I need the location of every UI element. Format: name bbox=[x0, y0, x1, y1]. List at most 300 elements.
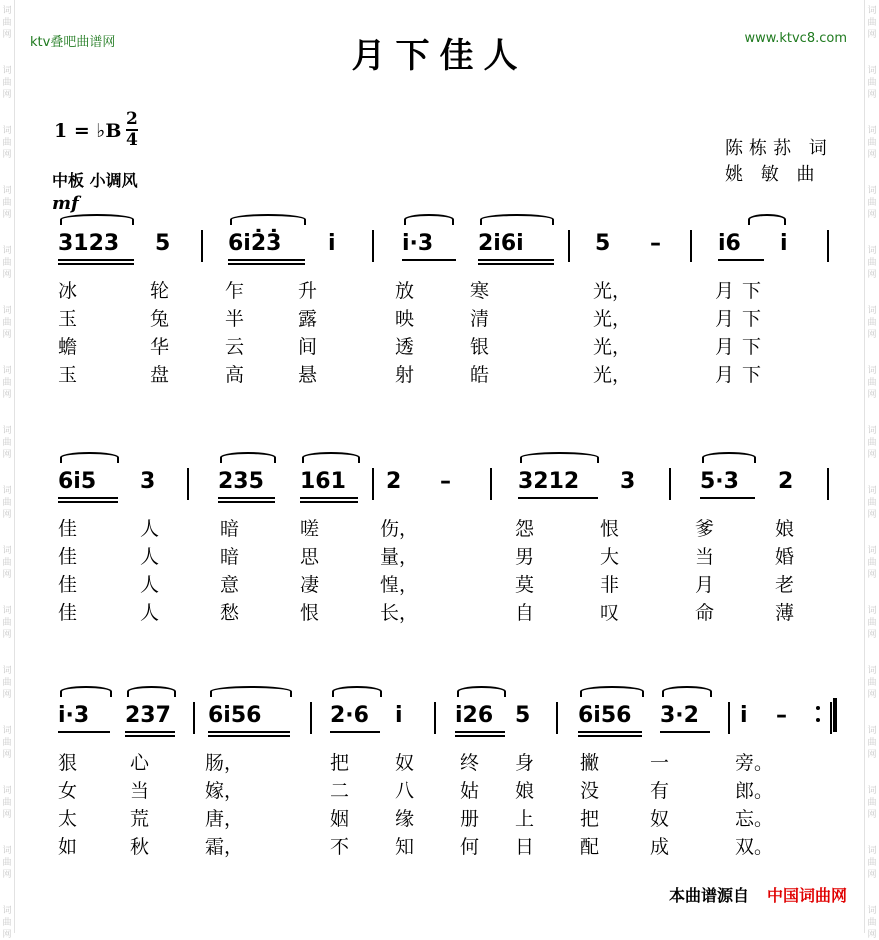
lyric-char: 把 bbox=[580, 808, 600, 830]
lyric-char: 婚 bbox=[775, 546, 795, 568]
watermark-char: 曲 bbox=[867, 438, 877, 448]
watermark-char: 曲 bbox=[2, 498, 12, 508]
lyric-char: 忘。 bbox=[735, 808, 774, 830]
lyric-char: 霜， bbox=[205, 836, 244, 858]
note-group: i26 bbox=[455, 703, 494, 728]
watermark-char: 曲 bbox=[2, 558, 12, 568]
watermark-char: 词 bbox=[2, 426, 12, 436]
bar-line bbox=[187, 468, 189, 500]
bar-line bbox=[830, 702, 832, 734]
lyric-char: 光， bbox=[593, 336, 632, 358]
lyric-char: 意 bbox=[220, 574, 240, 596]
final-bar-thick bbox=[833, 698, 837, 732]
lyric-char: 命 bbox=[695, 602, 715, 624]
watermark-char: 曲 bbox=[2, 798, 12, 808]
slur-mark bbox=[748, 214, 786, 225]
watermark-char: 曲 bbox=[2, 138, 12, 148]
watermark-char: 曲 bbox=[2, 678, 12, 688]
watermark-char: 词 bbox=[867, 186, 877, 196]
note-group: 5·3 bbox=[700, 469, 739, 494]
watermark-char: 网 bbox=[867, 210, 877, 220]
note-group: 3 bbox=[140, 469, 156, 494]
slur-mark bbox=[220, 452, 276, 463]
watermark-char: 网 bbox=[2, 750, 12, 760]
lyric-char: 女 bbox=[58, 780, 78, 802]
lyric-char: 人 bbox=[140, 574, 160, 596]
watermark-char: 词 bbox=[867, 606, 877, 616]
bar-line bbox=[827, 230, 829, 262]
lyric-char: 佳 bbox=[58, 574, 78, 596]
watermark-char: 词 bbox=[867, 726, 877, 736]
lyric-char: 兔 bbox=[150, 308, 170, 330]
watermark-char: 词 bbox=[867, 426, 877, 436]
lyric-char: 薄 bbox=[775, 602, 795, 624]
watermark-char: 网 bbox=[2, 450, 12, 460]
lyric-char: 光， bbox=[593, 280, 632, 302]
lyric-char: 秋 bbox=[130, 836, 150, 858]
watermark-char: 曲 bbox=[867, 858, 877, 868]
beam-line bbox=[330, 731, 380, 733]
beam-line bbox=[58, 497, 118, 499]
watermark-char: 曲 bbox=[867, 918, 877, 928]
watermark-char: 网 bbox=[867, 630, 877, 640]
slur-mark bbox=[480, 214, 554, 225]
beam-line bbox=[58, 501, 118, 503]
lyric-char: 太 bbox=[58, 808, 78, 830]
lyric-char: 月 bbox=[715, 308, 735, 330]
lyric-char: 当 bbox=[695, 546, 715, 568]
lyric-char: 长， bbox=[380, 602, 419, 624]
slur-mark bbox=[127, 686, 176, 697]
note-group: 6i56 bbox=[208, 703, 262, 728]
lyric-char: 月 bbox=[695, 574, 715, 596]
lyric-char: 光， bbox=[593, 364, 632, 386]
watermark-char: 网 bbox=[2, 390, 12, 400]
note-group: – bbox=[650, 231, 661, 256]
lyric-char: 撇 bbox=[580, 752, 600, 774]
watermark-char: 词 bbox=[867, 486, 877, 496]
watermark-char: 词 bbox=[2, 306, 12, 316]
lyric-char: 知 bbox=[395, 836, 415, 858]
watermark-char: 网 bbox=[2, 150, 12, 160]
beam-line bbox=[660, 731, 710, 733]
watermark-char: 曲 bbox=[2, 438, 12, 448]
lyric-char: 狠 bbox=[58, 752, 78, 774]
watermark-char: 词 bbox=[867, 906, 877, 916]
watermark-char: 曲 bbox=[2, 618, 12, 628]
watermark-char: 网 bbox=[867, 930, 877, 940]
watermark-char: 网 bbox=[2, 270, 12, 280]
watermark-char: 网 bbox=[2, 330, 12, 340]
watermark-char: 词 bbox=[2, 546, 12, 556]
lyric-char: 唐， bbox=[205, 808, 244, 830]
beam-line bbox=[578, 735, 642, 737]
watermark-char: 词 bbox=[2, 486, 12, 496]
slur-mark bbox=[457, 686, 506, 697]
watermark-char: 曲 bbox=[867, 798, 877, 808]
bar-line bbox=[728, 702, 730, 734]
slur-mark bbox=[332, 686, 382, 697]
watermark-char: 曲 bbox=[2, 378, 12, 388]
watermark-char: 网 bbox=[867, 810, 877, 820]
watermark-char: 曲 bbox=[867, 678, 877, 688]
lyric-char: 成 bbox=[650, 836, 670, 858]
lyric-char: 有 bbox=[650, 780, 670, 802]
lyric-char: 配 bbox=[580, 836, 600, 858]
watermark-char: 曲 bbox=[867, 18, 877, 28]
slur-mark bbox=[60, 214, 134, 225]
lyric-char: 没 bbox=[580, 780, 600, 802]
lyric-char: 下 bbox=[742, 280, 762, 302]
key-signature: 1 = ♭B bbox=[54, 120, 122, 142]
note-group: 2·6 bbox=[330, 703, 369, 728]
lyric-char: 佳 bbox=[58, 546, 78, 568]
lyric-char: 怨 bbox=[515, 518, 535, 540]
watermark-char: 网 bbox=[2, 570, 12, 580]
note-group: 3123 bbox=[58, 231, 120, 256]
lyric-char: 云 bbox=[225, 336, 245, 358]
watermark-char: 词 bbox=[867, 66, 877, 76]
lyric-char: 愁 bbox=[220, 602, 240, 624]
lyric-char: 暗 bbox=[220, 518, 240, 540]
left-watermark-strip bbox=[0, 0, 14, 940]
bar-line bbox=[669, 468, 671, 500]
note-group: 235 bbox=[218, 469, 264, 494]
lyric-char: 娘 bbox=[515, 780, 535, 802]
beam-line bbox=[228, 263, 305, 265]
repeat-dot bbox=[816, 718, 820, 722]
lyric-char: 悬 bbox=[298, 364, 318, 386]
note-group: i bbox=[328, 231, 336, 256]
lyric-char: 嫁， bbox=[205, 780, 244, 802]
watermark-char: 网 bbox=[2, 930, 12, 940]
lyric-char: 把 bbox=[330, 752, 350, 774]
slur-mark bbox=[230, 214, 306, 225]
watermark-char: 词 bbox=[867, 246, 877, 256]
lyric-char: 恨 bbox=[300, 602, 320, 624]
note-group: 2 bbox=[778, 469, 794, 494]
watermark-char: 曲 bbox=[867, 258, 877, 268]
beam-line bbox=[218, 497, 275, 499]
lyric-char: 缘 bbox=[395, 808, 415, 830]
watermark-char: 曲 bbox=[867, 618, 877, 628]
note-group: 3·2 bbox=[660, 703, 699, 728]
beam-line bbox=[518, 497, 598, 499]
lyric-char: 旁。 bbox=[735, 752, 774, 774]
watermark-char: 网 bbox=[2, 510, 12, 520]
slur-mark bbox=[302, 452, 360, 463]
watermark-char: 词 bbox=[2, 666, 12, 676]
watermark-char: 曲 bbox=[867, 378, 877, 388]
watermark-char: 网 bbox=[2, 630, 12, 640]
lyric-char: 蟾 bbox=[58, 336, 78, 358]
watermark-char: 网 bbox=[867, 750, 877, 760]
beam-line bbox=[478, 263, 554, 265]
beam-line bbox=[455, 731, 505, 733]
note-group: i6 bbox=[718, 231, 741, 256]
watermark-char: 曲 bbox=[2, 78, 12, 88]
lyric-char: 华 bbox=[150, 336, 170, 358]
watermark-char: 曲 bbox=[867, 318, 877, 328]
beam-line bbox=[218, 501, 275, 503]
bar-line bbox=[556, 702, 558, 734]
watermark-char: 网 bbox=[2, 90, 12, 100]
lyric-char: 皓 bbox=[470, 364, 490, 386]
watermark-char: 曲 bbox=[2, 198, 12, 208]
note-group: 2i6i bbox=[478, 231, 524, 256]
bar-line bbox=[568, 230, 570, 262]
lyric-char: 升 bbox=[298, 280, 318, 302]
watermark-char: 网 bbox=[867, 570, 877, 580]
watermark-char: 曲 bbox=[2, 18, 12, 28]
watermark-char: 网 bbox=[867, 150, 877, 160]
watermark-char: 词 bbox=[2, 786, 12, 796]
watermark-char: 词 bbox=[2, 726, 12, 736]
time-top: 2 bbox=[126, 109, 138, 129]
slur-mark bbox=[580, 686, 644, 697]
note-group: i·3 bbox=[402, 231, 434, 256]
song-title: 月下佳人 bbox=[351, 36, 528, 76]
beam-line bbox=[58, 731, 110, 733]
bar-line bbox=[372, 468, 374, 500]
note-group: 5 bbox=[155, 231, 171, 256]
watermark-char: 词 bbox=[2, 126, 12, 136]
lyric-char: 下 bbox=[742, 308, 762, 330]
lyric-char: 高 bbox=[225, 364, 245, 386]
note-group: 5 bbox=[515, 703, 531, 728]
lyric-char: 轮 bbox=[150, 280, 170, 302]
lyric-char: 映 bbox=[395, 308, 415, 330]
watermark-char: 曲 bbox=[2, 318, 12, 328]
watermark-char: 网 bbox=[867, 450, 877, 460]
lyric-char: 叹 bbox=[600, 602, 620, 624]
watermark-char: 词 bbox=[2, 6, 12, 16]
lyric-char: 何 bbox=[460, 836, 480, 858]
lyric-char: 姑 bbox=[460, 780, 480, 802]
watermark-char: 词 bbox=[2, 246, 12, 256]
lyric-char: 佳 bbox=[58, 602, 78, 624]
bar-line bbox=[372, 230, 374, 262]
watermark-char: 网 bbox=[867, 390, 877, 400]
watermark-char: 曲 bbox=[2, 738, 12, 748]
tempo-marking: 中板 小调风 bbox=[52, 171, 138, 190]
watermark-char: 曲 bbox=[867, 78, 877, 88]
lyric-char: 一 bbox=[650, 752, 670, 774]
lyric-char: 玉 bbox=[58, 308, 78, 330]
lyric-char: 寒 bbox=[470, 280, 490, 302]
beam-line bbox=[125, 735, 175, 737]
beam-line bbox=[58, 259, 134, 261]
lyric-char: 爹 bbox=[695, 518, 715, 540]
note-group: 3 bbox=[620, 469, 636, 494]
lyric-char: 恨 bbox=[600, 518, 620, 540]
beam-line bbox=[402, 259, 456, 261]
slur-mark bbox=[60, 452, 119, 463]
note-group: 6i56 bbox=[578, 703, 632, 728]
note-group: 5 bbox=[595, 231, 611, 256]
lyric-char: 册 bbox=[460, 808, 480, 830]
lyric-char: 非 bbox=[600, 574, 620, 596]
lyric-char: 荒 bbox=[130, 808, 150, 830]
lyric-char: 人 bbox=[140, 602, 160, 624]
lyric-char: 射 bbox=[395, 364, 415, 386]
lyric-char: 放 bbox=[395, 280, 415, 302]
note-group: 2 bbox=[386, 469, 402, 494]
bar-line bbox=[690, 230, 692, 262]
slur-mark bbox=[210, 686, 292, 697]
lyric-char: 奴 bbox=[650, 808, 670, 830]
lyric-char: 量， bbox=[380, 546, 419, 568]
watermark-char: 词 bbox=[867, 666, 877, 676]
lyric-char: 日 bbox=[515, 836, 535, 858]
time-bottom: 4 bbox=[126, 130, 138, 150]
watermark-char: 网 bbox=[2, 210, 12, 220]
bar-line bbox=[193, 702, 195, 734]
repeat-dot bbox=[816, 706, 820, 710]
lyric-char: 乍 bbox=[225, 280, 245, 302]
lyric-char: 姻 bbox=[330, 808, 350, 830]
watermark-char: 网 bbox=[2, 690, 12, 700]
bar-line bbox=[827, 468, 829, 500]
watermark-char: 曲 bbox=[867, 198, 877, 208]
lyric-char: 二 bbox=[330, 780, 350, 802]
watermark-char: 词 bbox=[867, 126, 877, 136]
right-watermark-strip bbox=[865, 0, 879, 940]
lyric-char: 伤， bbox=[380, 518, 419, 540]
lyric-char: 上 bbox=[515, 808, 535, 830]
watermark-char: 网 bbox=[2, 30, 12, 40]
watermark-char: 词 bbox=[867, 786, 877, 796]
lyric-char: 冰 bbox=[58, 280, 78, 302]
watermark-char: 网 bbox=[867, 90, 877, 100]
beam-line bbox=[478, 259, 554, 261]
watermark-char: 词 bbox=[2, 846, 12, 856]
watermark-char: 词 bbox=[2, 606, 12, 616]
watermark-char: 网 bbox=[867, 510, 877, 520]
lyric-char: 老 bbox=[775, 574, 795, 596]
watermark-char: 网 bbox=[867, 330, 877, 340]
note-group: – bbox=[440, 469, 451, 494]
watermark-char: 网 bbox=[867, 690, 877, 700]
lyric-char: 下 bbox=[742, 336, 762, 358]
watermark-char: 曲 bbox=[2, 858, 12, 868]
note-group: – bbox=[776, 703, 787, 728]
lyric-char: 银 bbox=[470, 336, 490, 358]
beam-line bbox=[455, 735, 505, 737]
lyric-char: 间 bbox=[298, 336, 318, 358]
beam-line bbox=[125, 731, 175, 733]
beam-line bbox=[208, 731, 290, 733]
lyric-char: 终 bbox=[460, 752, 480, 774]
watermark-char: 词 bbox=[2, 906, 12, 916]
watermark-char: 曲 bbox=[867, 558, 877, 568]
lyric-char: 自 bbox=[515, 602, 535, 624]
lyric-char: 嗟 bbox=[300, 518, 320, 540]
lyric-char: 月 bbox=[715, 280, 735, 302]
watermark-char: 词 bbox=[867, 306, 877, 316]
lyric-char: 郎。 bbox=[735, 780, 774, 802]
beam-line bbox=[228, 259, 305, 261]
note-group: i bbox=[780, 231, 788, 256]
slur-mark bbox=[662, 686, 712, 697]
watermark-char: 网 bbox=[867, 870, 877, 880]
beam-line bbox=[718, 259, 764, 261]
note-group: i·3 bbox=[58, 703, 90, 728]
watermark-char: 网 bbox=[867, 270, 877, 280]
slur-mark bbox=[702, 452, 756, 463]
site-left-label: ktv叠吧曲谱网 bbox=[30, 35, 116, 50]
lyric-char: 玉 bbox=[58, 364, 78, 386]
right-border-line bbox=[864, 0, 865, 933]
note-group: 3212 bbox=[518, 469, 580, 494]
watermark-char: 词 bbox=[867, 846, 877, 856]
lyric-char: 惶， bbox=[380, 574, 419, 596]
lyric-char: 双。 bbox=[735, 836, 774, 858]
watermark-char: 曲 bbox=[867, 138, 877, 148]
watermark-char: 网 bbox=[2, 810, 12, 820]
lyric-char: 思 bbox=[300, 546, 320, 568]
lyric-char: 暗 bbox=[220, 546, 240, 568]
lyric-char: 凄 bbox=[300, 574, 320, 596]
lyric-char: 人 bbox=[140, 518, 160, 540]
composer-credit: 姚 敏 曲 bbox=[725, 164, 821, 185]
beam-line bbox=[578, 731, 642, 733]
watermark-char: 词 bbox=[867, 6, 877, 16]
watermark-char: 词 bbox=[867, 546, 877, 556]
bar-line bbox=[490, 468, 492, 500]
lyric-char: 不 bbox=[330, 836, 350, 858]
lyric-char: 透 bbox=[395, 336, 415, 358]
source-site: 中国词曲网 bbox=[766, 886, 847, 905]
lyric-char: 清 bbox=[470, 308, 490, 330]
lyric-char: 半 bbox=[225, 308, 245, 330]
lyric-char: 下 bbox=[742, 364, 762, 386]
lyric-char: 月 bbox=[715, 364, 735, 386]
lyric-char: 肠， bbox=[205, 752, 244, 774]
beam-line bbox=[58, 263, 134, 265]
note-group: 6i5 bbox=[58, 469, 97, 494]
beam-line bbox=[300, 497, 358, 499]
lyric-char: 八 bbox=[395, 780, 415, 802]
beam-line bbox=[300, 501, 358, 503]
dynamic-marking: mf bbox=[52, 193, 79, 214]
note-group: i bbox=[395, 703, 403, 728]
bar-line bbox=[434, 702, 436, 734]
bar-line bbox=[310, 702, 312, 734]
watermark-char: 词 bbox=[2, 66, 12, 76]
lyric-char: 身 bbox=[515, 752, 535, 774]
time-signature bbox=[126, 110, 138, 150]
watermark-char: 词 bbox=[2, 366, 12, 376]
watermark-char: 曲 bbox=[867, 498, 877, 508]
watermark-char: 网 bbox=[2, 870, 12, 880]
slur-mark bbox=[404, 214, 454, 225]
slur-mark bbox=[60, 686, 112, 697]
site-right-url: www.ktvc8.com bbox=[744, 31, 847, 46]
source-note bbox=[669, 883, 847, 906]
lyric-char: 莫 bbox=[515, 574, 535, 596]
watermark-char: 网 bbox=[867, 30, 877, 40]
lyric-char: 大 bbox=[600, 546, 620, 568]
lyric-char: 光， bbox=[593, 308, 632, 330]
lyricist-credit: 陈栋荪 词 bbox=[725, 138, 833, 159]
source-label: 本曲谱源自 bbox=[668, 886, 749, 905]
lyric-char: 佳 bbox=[58, 518, 78, 540]
bar-line bbox=[201, 230, 203, 262]
left-border-line bbox=[14, 0, 15, 933]
watermark-char: 曲 bbox=[2, 258, 12, 268]
lyric-char: 如 bbox=[58, 836, 78, 858]
